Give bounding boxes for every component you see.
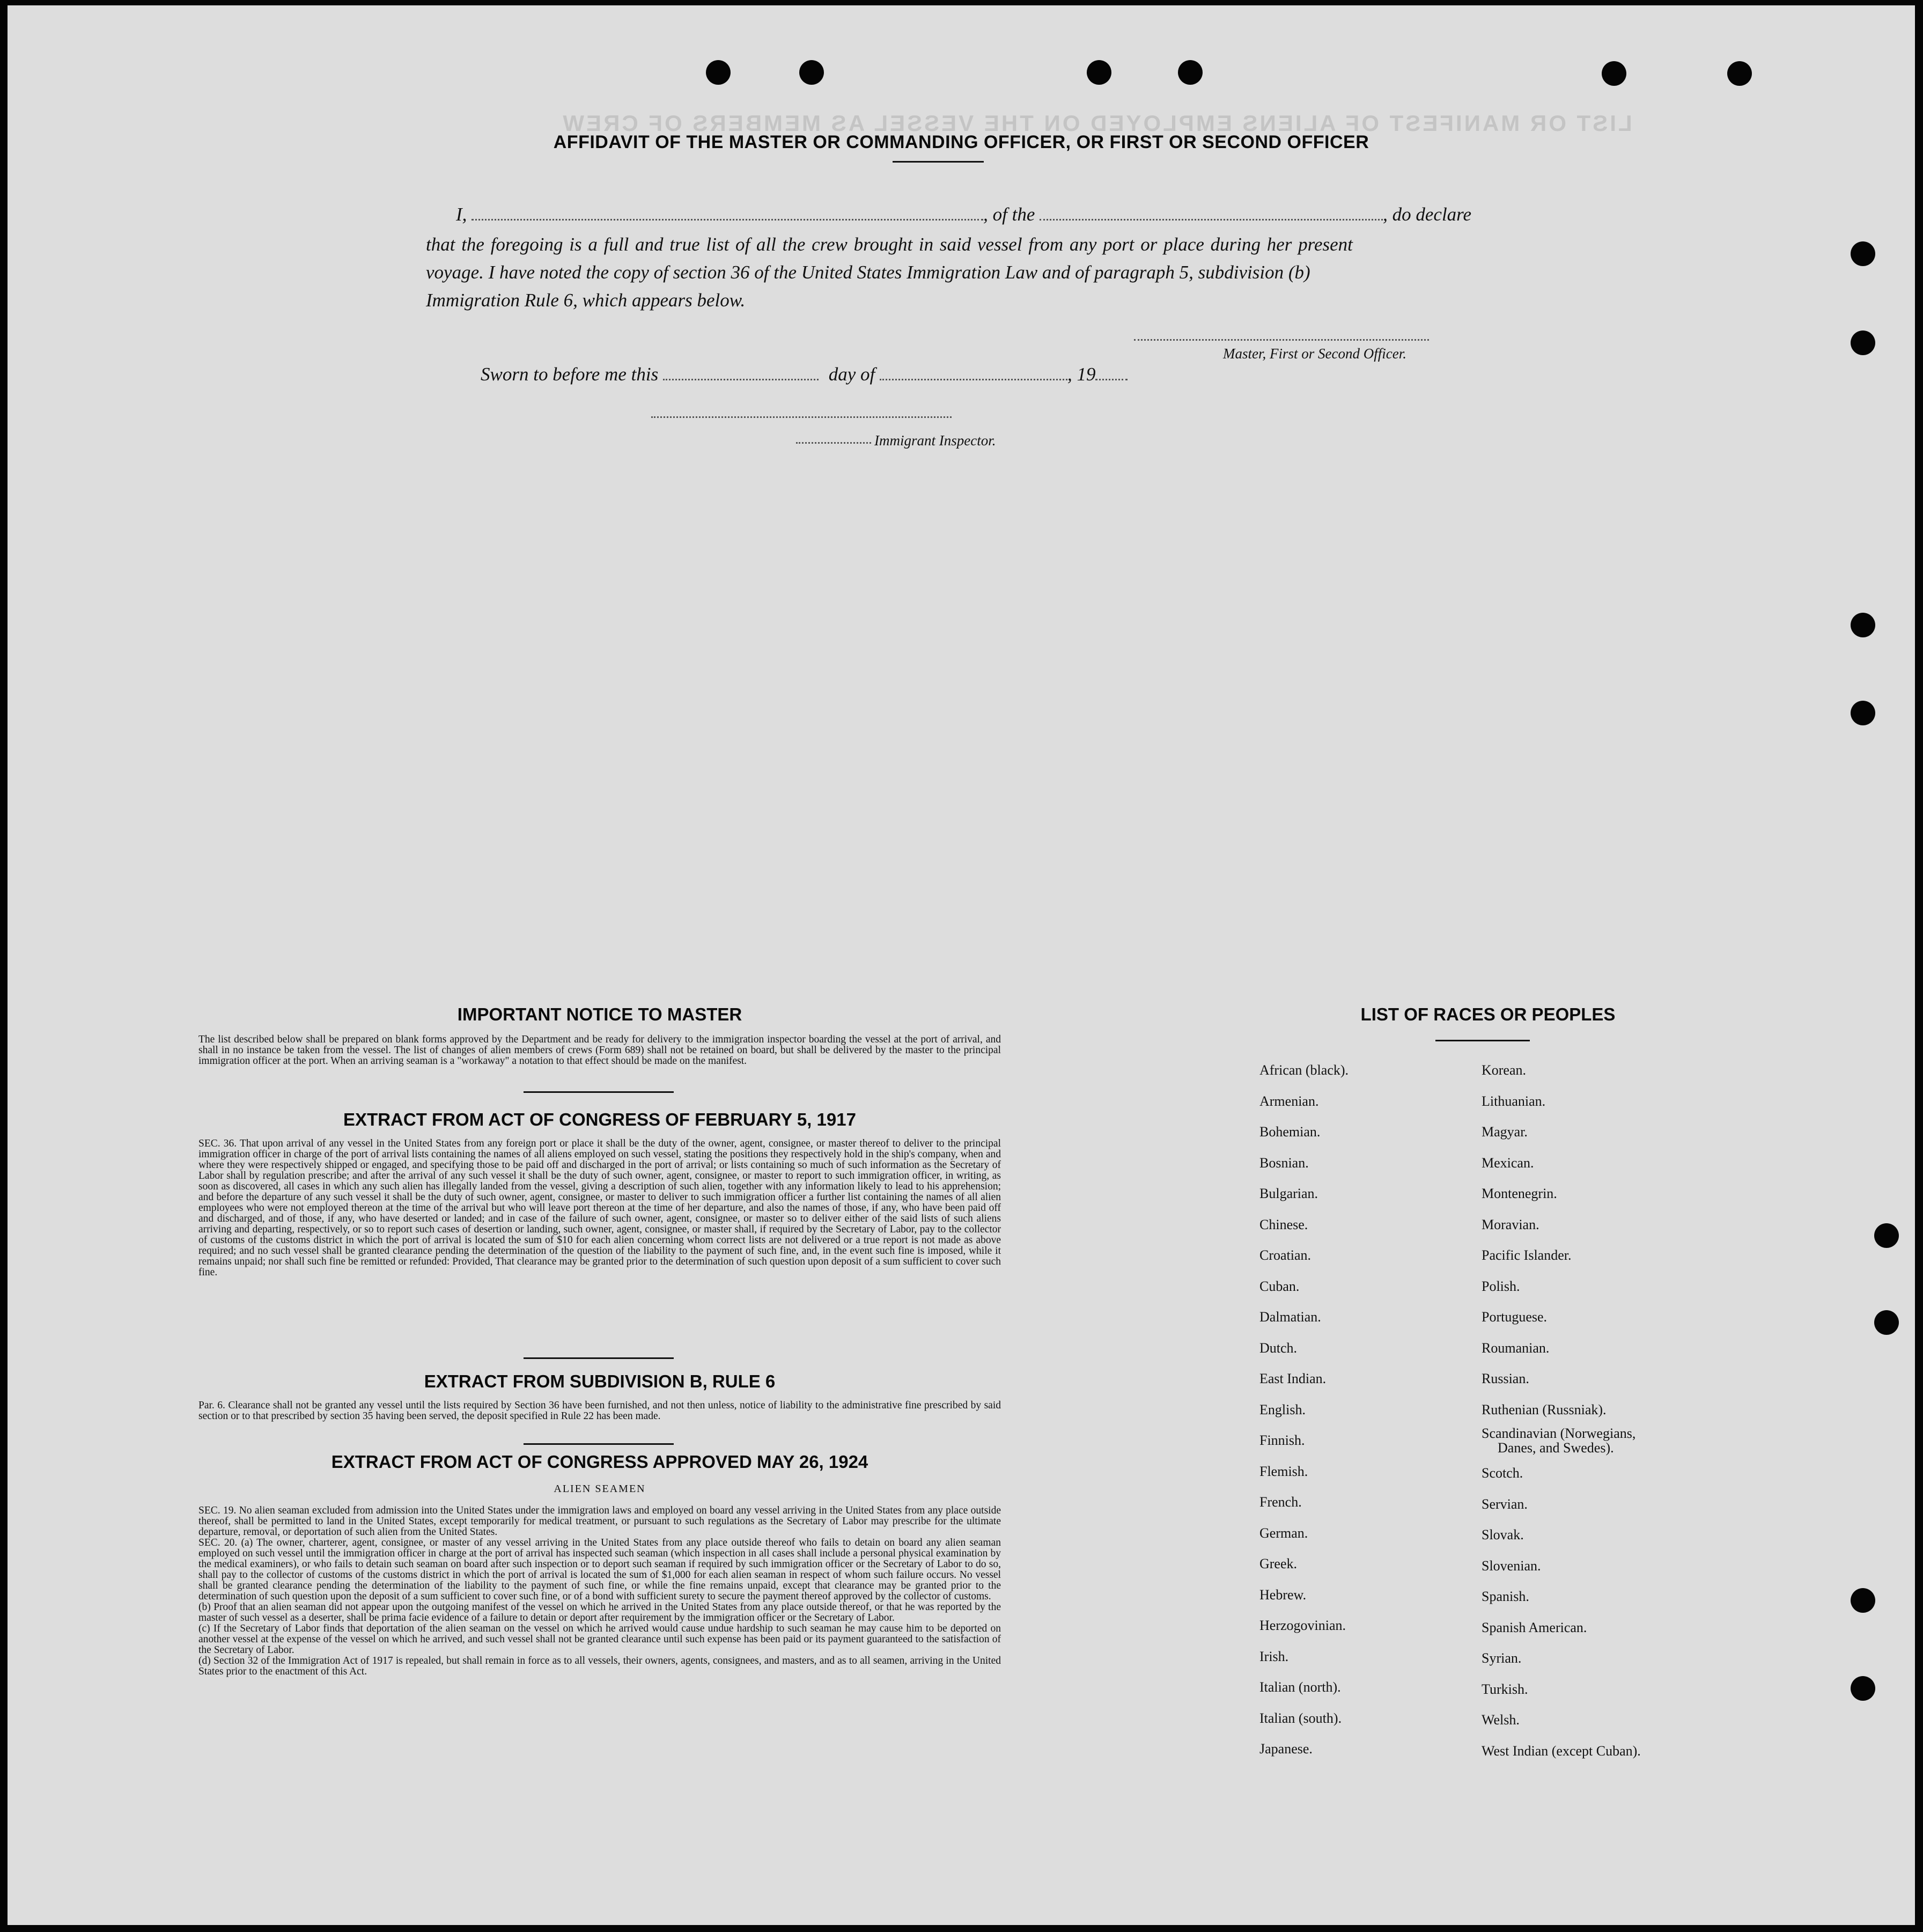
sworn-label: Sworn to before me this (481, 364, 659, 385)
punch-hole (1727, 61, 1752, 86)
race-item: Polish. (1482, 1278, 1520, 1294)
race-item: Lithuanian. (1482, 1093, 1546, 1109)
race-item: Turkish. (1482, 1681, 1528, 1697)
race-item: Chinese. (1259, 1216, 1308, 1232)
punch-hole (1851, 1676, 1875, 1701)
race-item: Armenian. (1259, 1093, 1319, 1109)
sworn-day-of-label: day of (828, 364, 875, 385)
race-item: Mexican. (1482, 1155, 1534, 1171)
race-item: Slovenian. (1482, 1558, 1541, 1574)
races-right-column (1482, 1055, 1641, 1766)
punch-hole (1602, 61, 1626, 86)
race-item: Moravian. (1482, 1216, 1539, 1232)
notice-title: IMPORTANT NOTICE TO MASTER (457, 1004, 742, 1024)
race-item: Russian. (1482, 1371, 1529, 1386)
punch-hole (799, 60, 824, 85)
race-item: Italian (north). (1259, 1679, 1341, 1695)
affidavit-line-3: voyage. I have noted the copy of section 36 of the United States Immigration Law and of paragraph 5, subdivision (b) (426, 262, 1310, 283)
race-item: Pacific Islander. (1482, 1247, 1572, 1263)
race-item: Servian. (1482, 1496, 1528, 1512)
punch-hole (1851, 613, 1875, 637)
race-item: Croatian. (1259, 1247, 1312, 1263)
sec-20d-paragraph: (d) Section 32 of the Immigration Act of 1917 is repealed, but shall remain in force as to all vessels, their owners, agents, consignees, and masters, and as to all seamen, arriving in the United States prior to the enactment of this Act. (198, 1655, 1001, 1677)
race-item: Bulgarian. (1259, 1186, 1318, 1201)
affidavit-of-the-label: , of the (983, 204, 1035, 225)
race-item: Flemish. (1259, 1463, 1308, 1479)
race-item: Dalmatian. (1259, 1309, 1321, 1325)
race-item-line: Scandinavian (Norwegians, (1482, 1426, 1636, 1441)
race-item: Bohemian. (1259, 1124, 1321, 1140)
affidavit-declare-label: , do declare (1383, 204, 1472, 225)
race-item: Montenegrin. (1482, 1186, 1557, 1201)
races-title: LIST OF RACES OR PEOPLES (1360, 1004, 1616, 1024)
race-item: Portuguese. (1482, 1309, 1548, 1325)
inspector-signature-lead (796, 442, 871, 444)
race-item: Dutch. (1259, 1340, 1298, 1356)
extract-rule6-title: EXTRACT FROM SUBDIVISION B, RULE 6 (424, 1371, 776, 1391)
master-name-field[interactable] (471, 219, 983, 221)
race-item: Syrian. (1482, 1650, 1522, 1666)
manifest-sheet (8, 5, 1915, 1925)
sec-19-paragraph: SEC. 19. No alien seaman excluded from admission into the United States under the immigration laws and employed on board any vessel arriving in the United States from any place outside thereof, shall be permitted to land in the United States, except temporarily for medical treatment, or pursuant to such regulations as the Secretary of Labor may prescribe for the ultimate departure, removal, or deportation of such alien from the United States. (198, 1505, 1001, 1538)
race-item: Finnish. (1259, 1433, 1305, 1448)
extract-1924-subtitle: ALIEN SEAMEN (554, 1483, 646, 1495)
race-item: Ruthenian (Russniak). (1482, 1401, 1607, 1417)
race-item: Italian (south). (1259, 1710, 1342, 1726)
punch-hole (1087, 60, 1111, 85)
extract-1917-title: EXTRACT FROM ACT OF CONGRESS OF FEBRUARY 5, 1917 (343, 1110, 856, 1129)
race-item: Korean. (1482, 1062, 1527, 1078)
affidavit-title: AFFIDAVIT OF THE MASTER OR COMMANDING OFFICER, OR FIRST OR SECOND OFFICER (553, 132, 1369, 152)
punch-hole (1874, 1310, 1899, 1335)
race-item: Roumanian. (1482, 1340, 1550, 1356)
race-item: Hebrew. (1259, 1586, 1307, 1603)
race-item: West Indian (except Cuban). (1482, 1743, 1641, 1759)
affidavit-title-rule (893, 161, 984, 163)
sec-20a-paragraph: SEC. 20. (a) The owner, charterer, agent, consignee, or master of any vessel arriving in the United States from any place outside thereof who fails to detain on board any alien seaman employed on such vessel until the immigration officer in charge at the port of arrival has inspected such seaman (which inspection in all cases shall include a personal physical examination by the medical examiners), or who fails to detain such seaman on board after such inspection or to deport such seaman if required by such immigration officer or the Secretary of Labor to do so, shall pay to the collector of customs of the customs district in which the port of arrival is located the sum of $1,000 for each alien seaman in respect of whom such failure occurs. No vessel shall be granted clearance pending the determination of the liability to the payment of such fine, or while the fine remains unpaid, except that clearance may be granted prior to the determination of such question upon the deposit of a sum sufficient to cover such fine, or of a bond with sufficient surety to secure the payment thereof approved by the collector of customs. (198, 1537, 1001, 1602)
race-item: Bosnian. (1259, 1155, 1309, 1171)
vessel-name-field[interactable] (1040, 219, 1383, 221)
races-title-rule (1435, 1040, 1530, 1041)
affidavit-line-4: Immigration Rule 6, which appears below. (426, 290, 746, 311)
notice-rule (524, 1091, 674, 1093)
affidavit-line-1 (456, 204, 1471, 225)
punch-hole (1178, 60, 1203, 85)
race-item: Irish. (1259, 1648, 1289, 1664)
punch-hole (1851, 241, 1875, 266)
race-item: Greek. (1259, 1556, 1298, 1571)
punch-hole (706, 60, 731, 85)
extract-rule6-body: Par. 6. Clearance shall not be granted any vessel until the lists required by Section 36 have been furnished, and not then unless, notice of liability to the administrative fine prescribed by said section or to that prescribed by section 35 having been served, the deposit specified in Rule 22 has been made. (198, 1400, 1001, 1422)
punch-hole (1851, 1588, 1875, 1613)
extract-rule6-rule (524, 1443, 674, 1445)
sworn-line (481, 364, 1128, 385)
punch-hole (1851, 701, 1875, 725)
race-item: East Indian. (1259, 1371, 1327, 1386)
race-item: French. (1259, 1494, 1302, 1510)
race-item: Japanese. (1259, 1741, 1313, 1757)
extract-1924-body (198, 1505, 1001, 1677)
race-item-multiline (1482, 1425, 1641, 1458)
race-item: Spanish American. (1482, 1619, 1587, 1635)
sworn-year-label: , 19 (1067, 364, 1096, 385)
sworn-day-field[interactable] (663, 379, 819, 380)
inspector-signature-field[interactable] (651, 416, 952, 418)
race-item: Slovak. (1482, 1527, 1524, 1542)
punch-hole (1851, 330, 1875, 355)
punch-hole (1874, 1223, 1899, 1248)
race-item: Cuban. (1259, 1278, 1300, 1294)
race-item: Spanish. (1482, 1589, 1529, 1604)
sworn-year-field[interactable] (1095, 379, 1128, 380)
sworn-month-field[interactable] (880, 379, 1067, 380)
notice-body: The list described below shall be prepared on blank forms approved by the Department and be ready for delivery to the immigration inspector boarding the vessel at the port of arrival, and shall in no instance be taken from the vessel. The list of changes of alien members of crews (Form 689) shall not be retained on board, but shall be delivered by the master to the principal immigration officer at the port. When an arriving seaman is a "workaway" a notation to that effect should be made on the manifest. (198, 1034, 1001, 1067)
bleed-through-header: LIST OR MANIFEST OF ALIENS EMPLOYED ON THE VESSEL AS MEMBERS OF CREW (561, 111, 1632, 136)
master-signature-label: Master, First or Second Officer. (1223, 346, 1406, 362)
race-item: African (black). (1259, 1062, 1349, 1078)
extract-1917-rule (524, 1357, 674, 1359)
master-signature-field[interactable] (1134, 339, 1429, 341)
race-item: Welsh. (1482, 1712, 1520, 1728)
race-item: Scotch. (1482, 1465, 1523, 1481)
inspector-label: Immigrant Inspector. (874, 432, 996, 449)
race-item: Magyar. (1482, 1124, 1528, 1140)
extract-1924-title: EXTRACT FROM ACT OF CONGRESS APPROVED MAY 26, 1924 (331, 1452, 868, 1472)
extract-1917-body: SEC. 36. That upon arrival of any vessel in the United States from any foreign port or place it shall be the duty of the owner, agent, consignee, or master thereof to deliver to the principal immigration officer in charge of the port of arrival lists containing the names of all aliens employed on such vessel, stating the positions they respectively hold in the ship's company, when and where they were respectively shipped or engaged, and specifying those to be paid off and discharged in the port of arrival; or lists containing so much of such information as the Secretary of Labor shall by regulation prescribe; and after the arrival of any such vessel it shall be the duty of such owner, agent, consignee, or master to report to such immigration officer, in writing, as soon as discovered, all cases in which any such alien has illegally landed from the vessel, giving a description of such alien, together with any information likely to lead to his apprehension; and before the departure of any such vessel it shall be the duty of such owner, agent, consignee, or master to deliver to such immigration officer a further list containing the names of all alien employees who were not employed thereon at the time of the arrival but who will leave port thereon at the time of her departure, and also the names of those, if any, who have been paid off and discharged, and of those, if any, who have deserted or landed; and in case of the failure of such owner, agent, consignee, or master so to deliver either of the said lists of such aliens arriving and departing, respectively, or so to report such cases of desertion or landing, such owner, agent, consignee, or master shall, if required by the Secretary of Labor, pay to the collector of customs of the customs district in which the port of arrival is located the sum of $10 for each alien concerning whom correct lists are not delivered or a true report is not made as above required; and no such vessel shall be granted clearance pending the determination of the question of the liability to the payment of such fine, and, in the event such fine is imposed, while it remains unpaid; nor shall such fine be remitted or refunded: Provided, That clearance may be granted prior to the determination of such question upon deposit of a sum sufficient to cover such fine. (198, 1138, 1001, 1278)
sec-20c-paragraph: (c) If the Secretary of Labor finds that deportation of the alien seaman on the vessel on which he arrived would cause undue hardship to such seaman he may cause him to be deported on another vessel at the expense of the vessel on which he arrived, and such vessel shall not be granted clearance until such expense has been paid or its payment guaranteed to the satisfaction of the Secretary of Labor. (198, 1623, 1001, 1656)
affidavit-line-2: that the foregoing is a full and true list of all the crew brought in said vessel from any port or place during her present (426, 234, 1353, 255)
sec-20b-paragraph: (b) Proof that an alien seaman did not appear upon the outgoing manifest of the vessel on which he arrived in the United States from any place outside thereof, or that he was reported by the master of such vessel as a deserter, shall be prima facie evidence of a failure to detain or deport after requirement by the immigration officer or the Secretary of Labor. (198, 1602, 1001, 1624)
race-item: German. (1259, 1525, 1308, 1541)
race-item: Herzogovinian. (1259, 1618, 1346, 1633)
affidavit-i-label: I, (456, 204, 467, 225)
race-item-line: Danes, and Swedes). (1498, 1440, 1614, 1456)
race-item: English. (1259, 1401, 1306, 1417)
races-left-column (1259, 1055, 1349, 1765)
